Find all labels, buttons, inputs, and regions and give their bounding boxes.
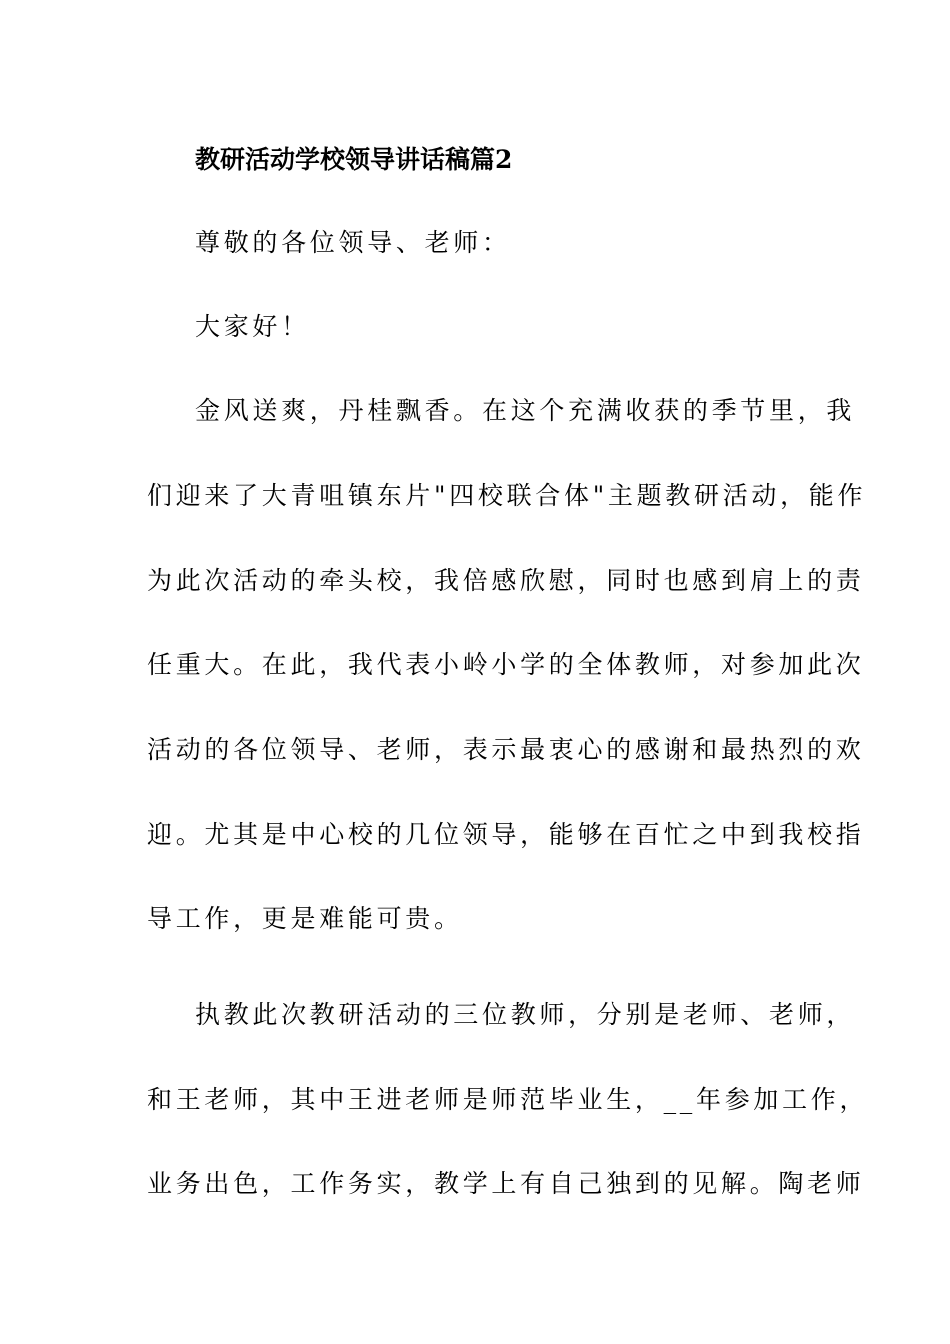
document-title: 教研活动学校领导讲话稿篇2 <box>195 145 513 174</box>
paragraph-1-line-1: 金风送爽，丹桂飘香。在这个充满收获的季节里，我 <box>195 396 856 425</box>
paragraph-2-line-1: 执教此次教研活动的三位教师，分别是老师、老师， <box>195 1000 856 1029</box>
paragraph-2-line-3: 业务出色，工作务实，教学上有自己独到的见解。陶老师 <box>147 1169 865 1198</box>
paragraph-1-line-6: 迎。尤其是中心校的几位领导，能够在百忙之中到我校指 <box>147 820 865 849</box>
paragraph-1-line-2: 们迎来了大青咀镇东片"四校联合体"主题教研活动，能作 <box>147 481 867 510</box>
paragraph-2-line-2: 和王老师，其中王进老师是师范毕业生，__年参加工作， <box>147 1085 869 1114</box>
salutation-line: 尊敬的各位领导、老师： <box>195 228 511 257</box>
paragraph-1-line-3: 为此次活动的牵头校，我倍感欣慰，同时也感到肩上的责 <box>147 566 865 595</box>
paragraph-1-line-5: 活动的各位领导、老师，表示最衷心的感谢和最热烈的欢 <box>147 735 865 764</box>
paragraph-1-line-4: 任重大。在此，我代表小岭小学的全体教师，对参加此次 <box>147 650 865 679</box>
paragraph-1-line-7: 导工作，更是难能可贵。 <box>147 904 463 933</box>
greeting-line: 大家好！ <box>195 312 310 341</box>
